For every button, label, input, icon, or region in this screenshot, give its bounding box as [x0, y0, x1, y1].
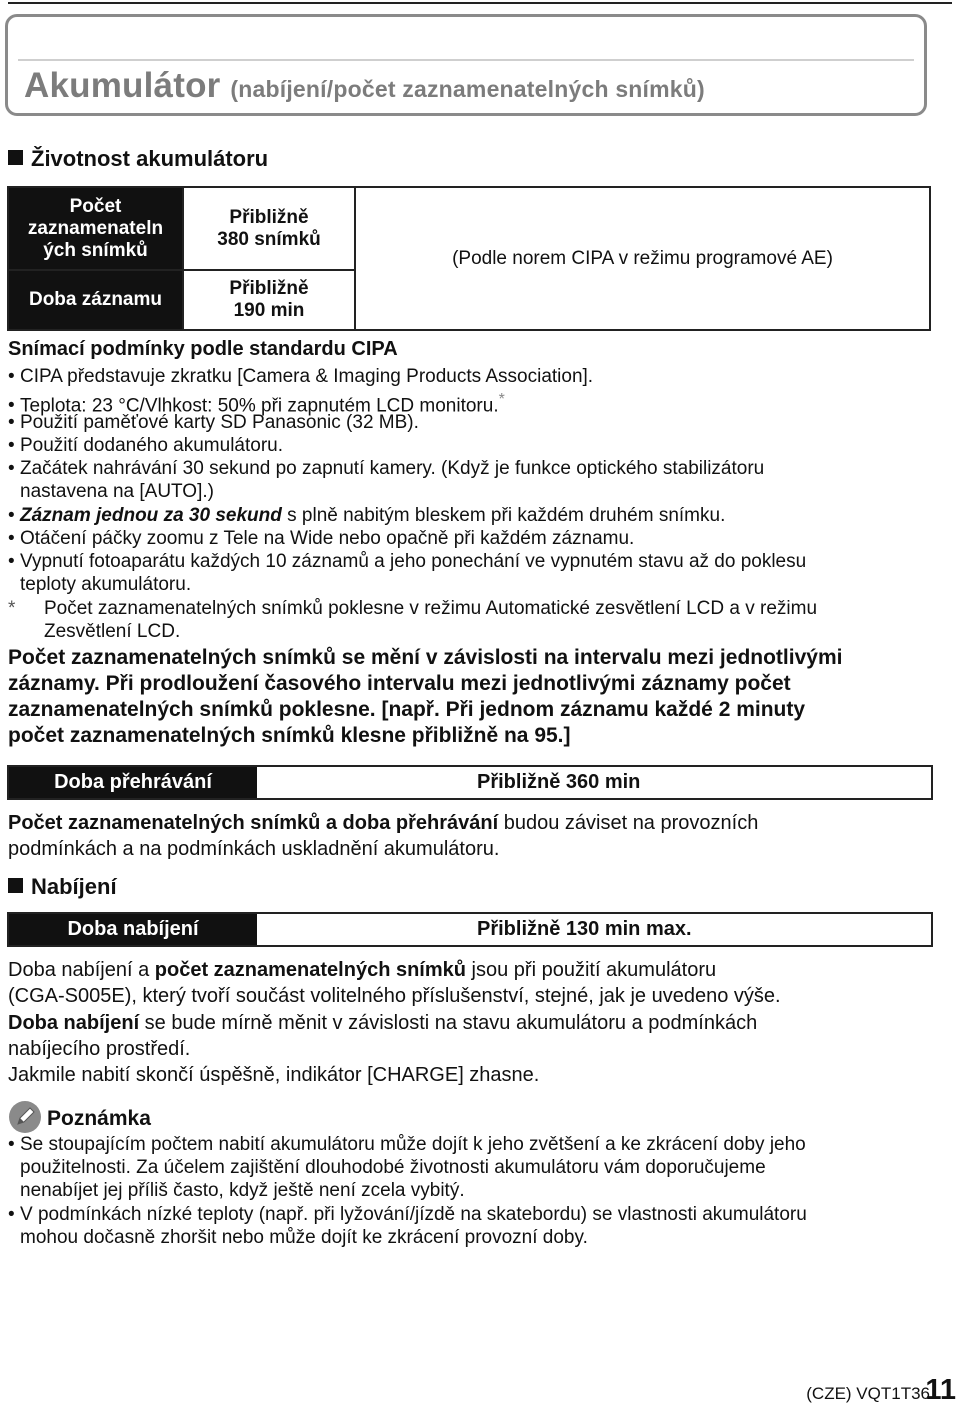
charge-para-l5: Jakmile nabití skončí úspěšně, indikátor [CHARGE] zhasne. [8, 1064, 540, 1086]
title-inner-line [18, 59, 914, 61]
note-bullet-1-l2: použitelnosti. Za účelem zajištění dlouhodobé životnosti akumulátoru vám doporučujeme [20, 1157, 766, 1178]
note-bullet-1: • Se stoupajícím počtem nabití akumulátoru může dojít k jeho zvětšení a ke zkrácení doby jeho [8, 1134, 806, 1155]
charging-time-label: Doba nabíjení [9, 914, 257, 945]
bullet-5-cont: nastavena na [AUTO].) [20, 481, 214, 502]
title-main: Akumulátor [24, 66, 221, 105]
bullet-8: • Vypnutí fotoaparátu každých 10 záznamů a jeho ponechání ve vypnutém stavu až do poklesu [8, 551, 807, 572]
section-heading-charging [8, 874, 117, 900]
bullet-8-cont: teploty akumulátoru. [20, 574, 192, 595]
playback-para-l2: podmínkách a na podmínkách uskladnění akumulátoru. [8, 838, 500, 860]
asterisk-mark: * [498, 391, 505, 408]
shots-value-l1: Přibližně [229, 206, 309, 228]
bullet-7: • Otáčení páčky zoomu z Tele na Wide nebo opačně při každém záznamu. [8, 528, 635, 549]
top-rule [8, 2, 952, 4]
charge-para-l4: nabíjecího prostředí. [8, 1038, 191, 1060]
charging-time-bar [7, 912, 933, 947]
charge-para-l2: (CGA-S005E), který tvoří součást volitelného příslušenství, stejné, jak je uvedeno výše. [8, 985, 781, 1007]
battery-life-table [7, 186, 931, 331]
section-heading-text: Životnost akumulátoru [31, 146, 269, 171]
cipa-note-cell: (Podle norem CIPA v režimu programové AE) [355, 187, 930, 330]
note-title: Poznámka [47, 1107, 151, 1130]
bullet-6: • Záznam jednou za 30 sekund s plně nabitým bleskem při každém druhém snímku. [8, 505, 726, 526]
bullet-5: • Začátek nahrávání 30 sekund po zapnutí kamery. (Když je funkce optického stabilizátoru [8, 458, 765, 479]
shots-value-l2: 380 snímků [217, 228, 321, 250]
charging-time-value: Přibližně 130 min max. [477, 918, 692, 940]
cipa-conditions-heading: Snímací podmínky podle standardu CIPA [8, 338, 398, 360]
interval-para-l2: záznamy. Při prodloužení časového intervalu mezi jednotlivými záznamy počet [8, 672, 791, 695]
shots-label-cell: Počet zaznamenateln ých snímků [8, 187, 183, 270]
section-heading-text: Nabíjení [31, 874, 117, 899]
interval-para-l4: počet zaznamenatelných snímků klesne přibližně na 95.] [8, 724, 571, 747]
bullet-1: • CIPA představuje zkratku [Camera & Imaging Products Association]. [8, 366, 594, 387]
footer-code: (CZE) VQT1T36 [806, 1384, 930, 1403]
playback-time-label: Doba přehrávání [9, 767, 257, 798]
charge-para-l3: Doba nabíjení se bude mírně měnit v závislosti na stavu akumulátoru a podmínkách [8, 1012, 758, 1034]
footnote-cont: Zesvětlení LCD. [44, 621, 181, 642]
square-bullet-icon [8, 878, 23, 893]
interval-para-l1: Počet zaznamenatelných snímků se mění v závislosti na intervalu mezi jednotlivými [8, 646, 843, 669]
playback-time-value: Přibližně 360 min [477, 771, 641, 793]
title-subtitle: (nabíjení/počet zaznamenatelných snímků) [230, 76, 705, 102]
bullet-3: • Použití paměťové karty SD Panasonic (32 MB). [8, 412, 419, 433]
playback-para-l1: Počet zaznamenatelných snímků a doba přehrávání budou záviset na provozních [8, 812, 759, 834]
note-bullet-2-l2: mohou dočasně zhoršit nebo může dojít ke zkrácení provozní doby. [20, 1227, 588, 1248]
note-bullet-1-l3: nenabíjet jej příliš často, když ještě není zcela vybitý. [20, 1180, 465, 1201]
time-value-l2: 190 min [233, 300, 305, 321]
pencil-note-icon [9, 1101, 41, 1133]
page-number: 11 [925, 1374, 956, 1406]
interval-para-l3: zaznamenatelných snímků poklesne. [např. Při jednom záznamu každé 2 minuty [8, 698, 806, 721]
recording-time-value-cell [183, 270, 355, 330]
square-bullet-icon [8, 150, 23, 165]
playback-time-bar [7, 765, 933, 800]
footnote-asterisk: * [8, 598, 16, 619]
recording-time-label-cell: Doba záznamu [8, 270, 183, 330]
time-value-l1: Přibližně [229, 278, 309, 299]
page-title [24, 66, 705, 106]
bullet-2: • Teplota: 23 °C/Vlhkost: 50% při zapnutém LCD monitoru.* [8, 391, 505, 417]
note-bullet-2: • V podmínkách nízké teploty (např. při lyžování/jízdě na skatebordu) se vlastnosti akumulátoru [8, 1204, 807, 1225]
bullet-4: • Použití dodaného akumulátoru. [8, 435, 284, 456]
footnote: * Počet zaznamenatelných snímků poklesne v režimu Automatické zesvětlení LCD a v režimu [8, 598, 818, 619]
shots-value-cell [183, 187, 355, 270]
section-heading-battery-life [8, 146, 268, 172]
charge-para-l1: Doba nabíjení a počet zaznamenatelných snímků jsou při použití akumulátoru [8, 959, 717, 981]
